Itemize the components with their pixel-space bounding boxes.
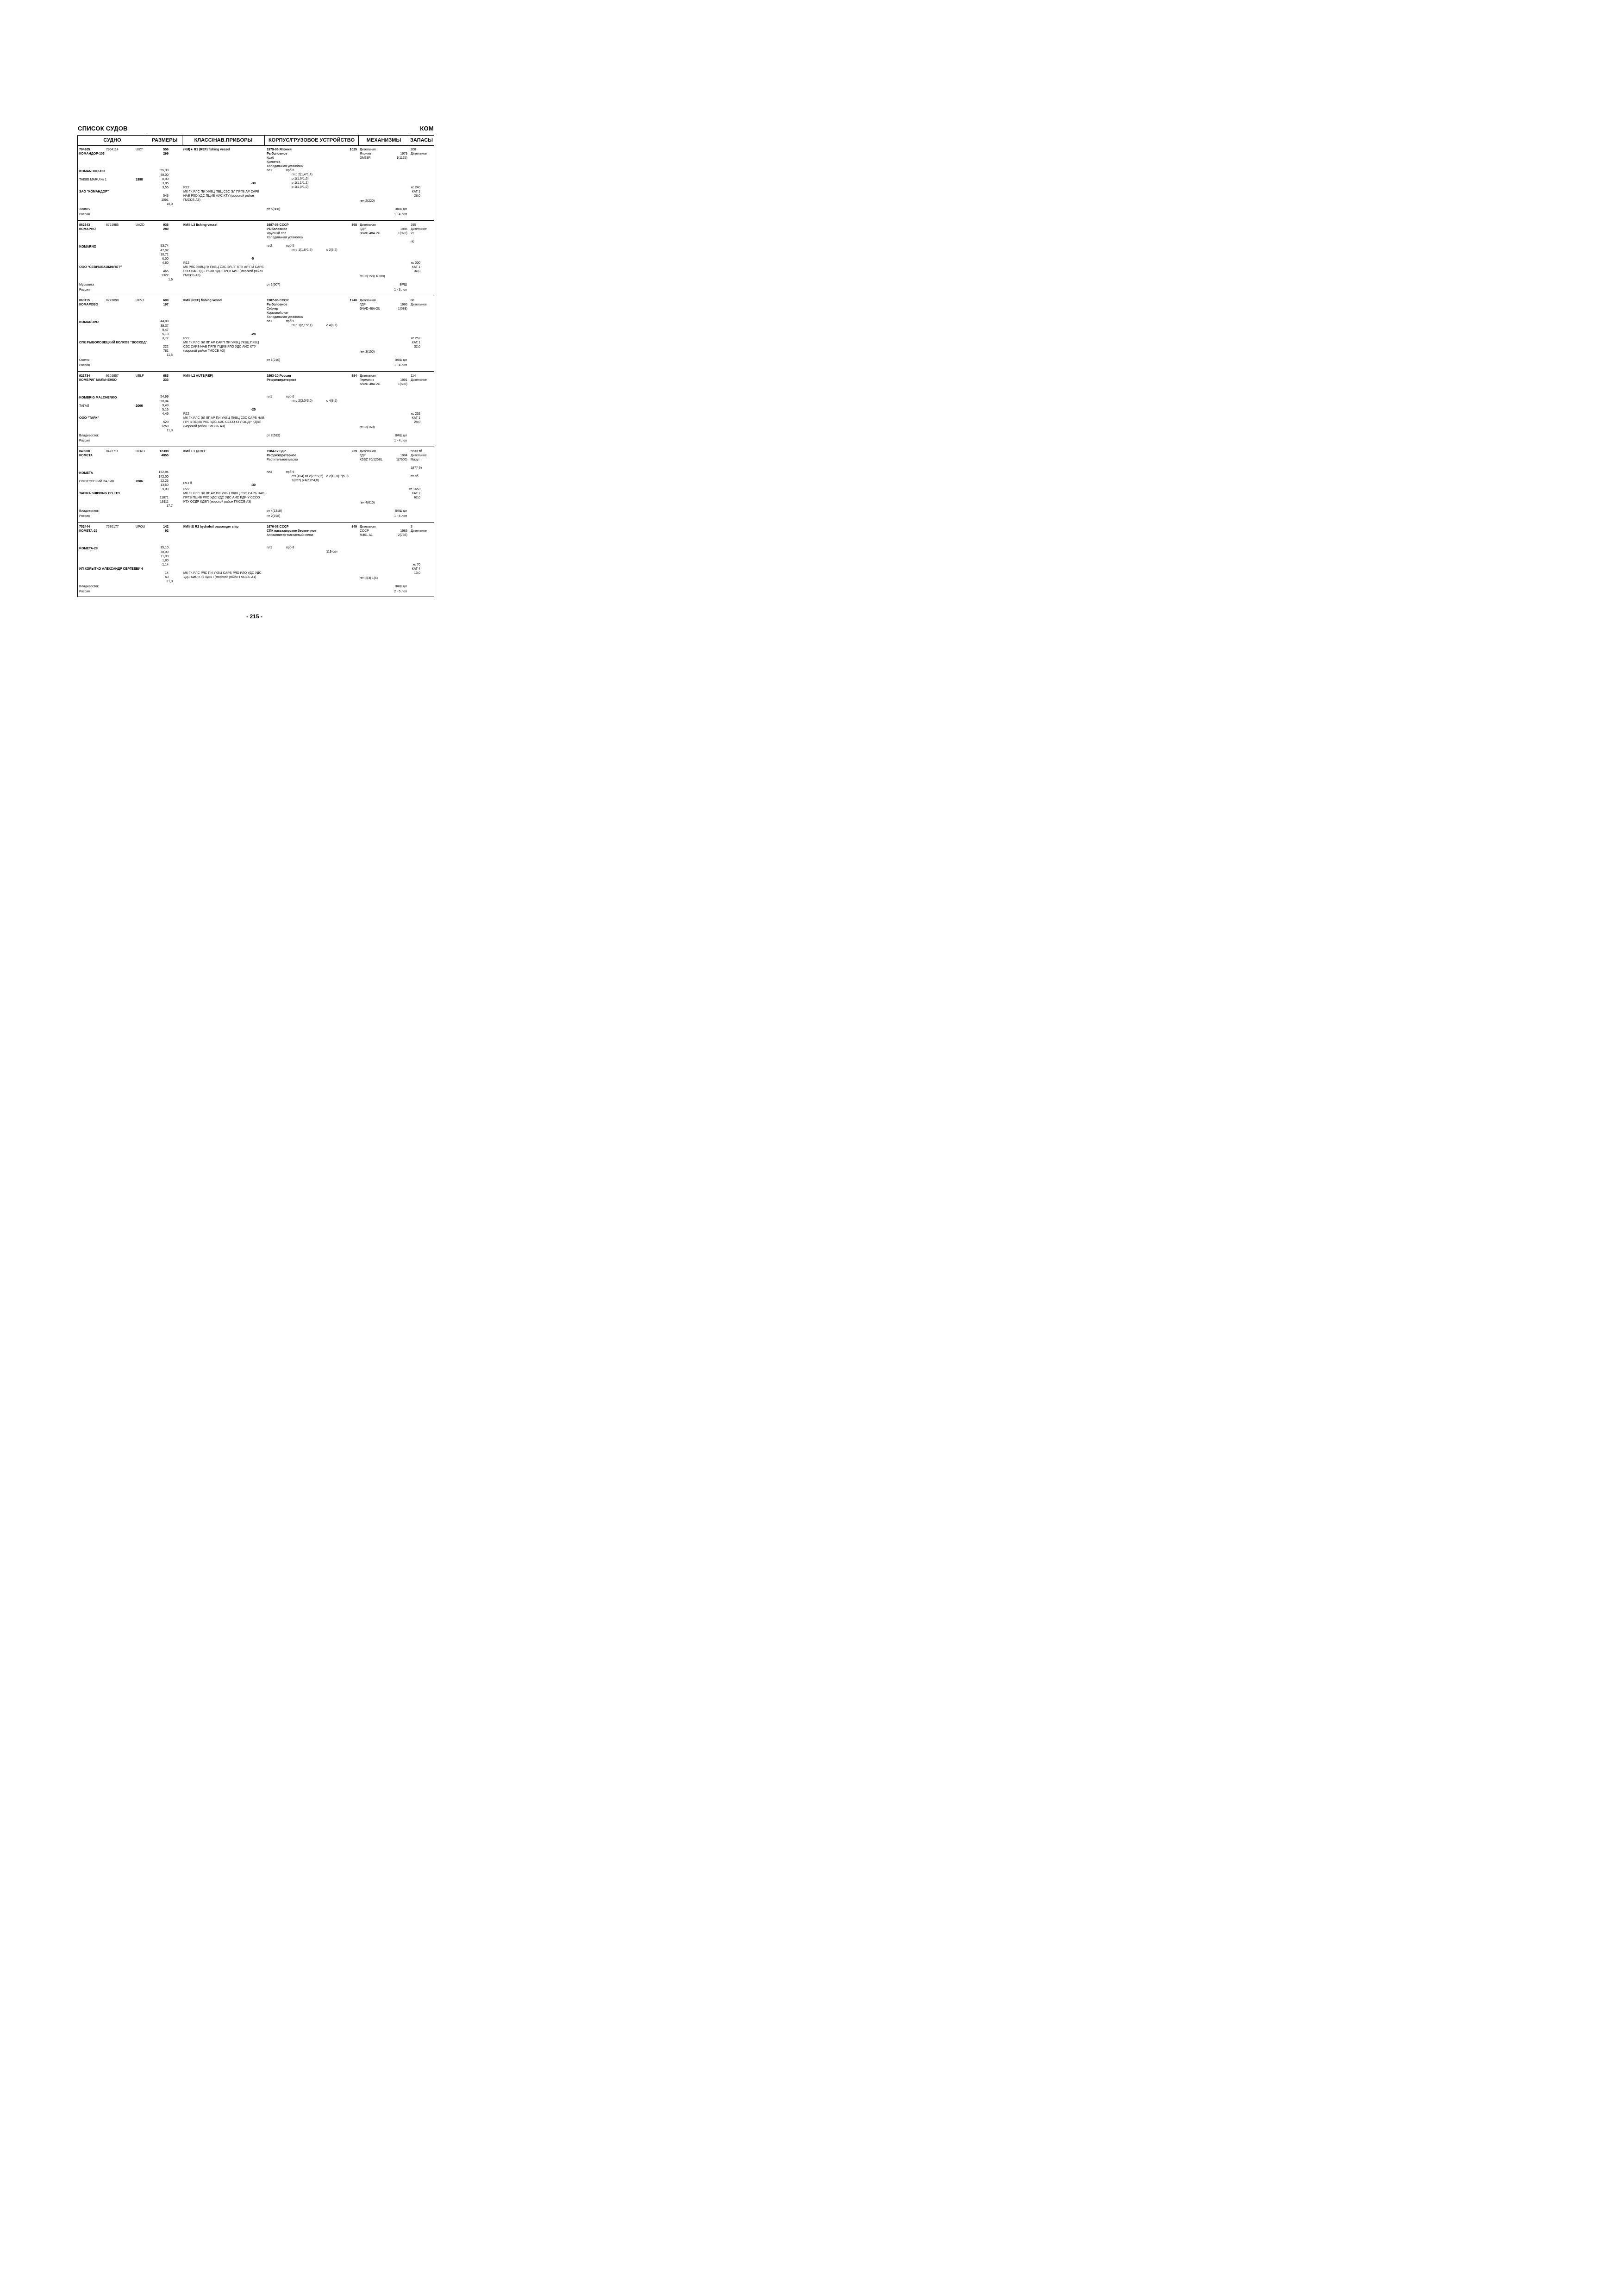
engine-power: 2(736)	[398, 534, 407, 537]
ship-owner: СПК РЫБОЛОВЕЦКИЙ КОЛХОЗ "ВОСХОД"	[79, 341, 147, 344]
net-tonnage: 92	[165, 529, 169, 533]
net-tonnage: 280	[163, 228, 169, 231]
holds: прб 9	[286, 471, 294, 474]
crew-value: 32,0	[414, 345, 420, 348]
ship-record	[78, 145, 434, 221]
crew-value: 13,0	[414, 572, 420, 575]
deadweight: 222	[163, 345, 169, 348]
build-date: 1993-10 Россия	[267, 374, 291, 378]
ship-callsign: UPQU	[136, 525, 145, 529]
engine-year: 1986	[400, 228, 407, 231]
breadth: 9,49	[162, 404, 169, 407]
crew-category: КАТ 1	[412, 341, 420, 344]
holds: прб 6	[286, 395, 294, 398]
length-overall: 54,99	[160, 395, 169, 398]
ice-temp: -25	[251, 408, 256, 411]
ship-callsign: UELF	[136, 374, 144, 378]
crew-class: хс 300	[411, 261, 420, 265]
breadth: 22,25	[160, 479, 169, 483]
crew-category: КАТ 1	[412, 190, 420, 193]
draught: 4,46	[162, 412, 169, 416]
cranes: с 2(3,2)	[326, 249, 337, 252]
tanks: рт 4(1318)	[267, 510, 282, 513]
ship-reg-number: 862343	[79, 224, 90, 227]
tanks: рт 1(607)	[267, 283, 281, 286]
fuel-type: Дизельное	[411, 379, 427, 382]
fuel-extra: пт пб	[411, 475, 418, 478]
engine-type: Дизельная	[360, 224, 376, 227]
fuel-type: Дизельное	[411, 152, 427, 156]
engine-year: 1979	[400, 152, 407, 156]
ship-owner: ИП КОРЫТКО АЛЕКСАНДР СЕРГЕЕВИЧ	[79, 567, 143, 571]
speed: 1,6	[168, 278, 173, 281]
engine-power: 1(589)	[398, 383, 407, 386]
ship-imo: 8422711	[106, 450, 119, 453]
yard-number: 229	[351, 450, 357, 453]
hatch-detail: гл р 1(1,6*1,6)	[292, 249, 313, 252]
depth: 6,00	[162, 257, 169, 261]
ship-register-table	[77, 135, 434, 597]
crew-value: 28,0	[414, 421, 420, 424]
ship-record	[78, 523, 434, 598]
draught: 9,00	[162, 488, 169, 491]
table-header	[78, 136, 434, 146]
hull-detail: Холодильная установка	[267, 236, 303, 239]
gross-tonnage: 556	[163, 148, 169, 151]
column-header-supplies: ЗАПАСЫ	[409, 136, 434, 145]
hatch-detail: ст1(494) гл 2(2,5*2,2)	[292, 475, 324, 478]
length-pp: 142,00	[158, 475, 169, 479]
ship-country: Россия	[79, 288, 90, 292]
ship-callsign: UEVJ	[136, 299, 144, 302]
generator: ген 2(220)	[360, 199, 375, 203]
fuel-extra: пб	[411, 240, 414, 243]
ship-latin-name: KOMANDOR-103	[79, 170, 106, 173]
ship-country: Россия	[79, 213, 90, 216]
ship-record	[78, 372, 434, 447]
propeller: ВФШ цл	[394, 208, 407, 211]
holds: прб 5	[286, 320, 294, 323]
engine-power: 1(970)	[398, 232, 407, 235]
holds: прб 8	[286, 546, 294, 549]
hull-detail: Кормовой лов	[267, 311, 288, 315]
ship-port: Мурманск	[79, 283, 94, 286]
engine-year: 1986	[400, 303, 407, 306]
engine-country: Германия	[360, 379, 375, 382]
navigation-equipment: МК ГК РЛС ПИ УКВЦ ПВЦ СЗС ЭЛ ПРГВ АР САРБ НАВ РЛО УДС ПЦИВ АИС КТУ (морской район ГМССБ А3)	[183, 190, 260, 202]
hatch-detail: гл р 2(3,0*3,0)	[292, 399, 313, 403]
engine-model: 6NVD 48A-2U	[360, 307, 381, 311]
net-tonnage: 299	[163, 152, 169, 156]
ship-country: Россия	[79, 439, 90, 442]
propeller-blades: 2 - 5 лоп	[394, 590, 407, 593]
deadweight: 14	[165, 572, 169, 575]
cranes: с 4(3,2)	[326, 399, 337, 403]
extra-class: REF®	[183, 482, 193, 485]
ship-owner: ЗАО "КОМАНДОР"	[79, 190, 109, 193]
ship-name: КОМЕТА-29	[79, 529, 98, 533]
engine-country: ГДР	[360, 454, 366, 457]
ship-latin-name: KOMARNO	[79, 245, 96, 249]
hull-detail: Растительное масло	[267, 458, 298, 461]
crew-class: хс 252	[411, 412, 420, 416]
engine-type: Дизельная	[360, 148, 376, 151]
yard-number: 849	[351, 525, 357, 529]
hull-detail: Ярусный лов	[267, 232, 287, 235]
navigation-equipment: МК РЛС УКВЦ ГК ПКВЦ СЗС ЭЛ ЛГ КТУ АР ПИ САРБ РЛО НАВ УДС УКВЦ УДС ПРГВ АИС (морской район ГМССБ А3)	[183, 266, 264, 277]
draught: 1,14	[162, 563, 169, 566]
gross-tonnage: 609	[163, 299, 169, 302]
tanks: рт 2(632)	[267, 434, 281, 437]
hatch-detail: 1(857) р 4(6,0*4,0)	[292, 479, 319, 482]
hull-detail: Сейнер	[267, 307, 278, 311]
ship-former-name: ОЛЮТОРСКИЙ ЗАЛИВ	[79, 480, 114, 483]
navigation-region: R22	[183, 337, 189, 340]
holds: прб 5	[286, 244, 294, 248]
tanks-secondary: нт 2(198)	[267, 515, 281, 518]
deadweight: 529	[163, 421, 169, 424]
ice-temp: -28	[251, 333, 256, 336]
fuel-extra: 1877 бт	[411, 467, 422, 470]
crew-class: хс 70	[412, 563, 420, 566]
net-tonnage: 233	[163, 379, 169, 382]
ship-reg-number: 794305	[79, 148, 90, 151]
navigation-equipment: МК ГК РЛС ЭЛ ЛГ АР ПИ УКВЦ ПКВЦ СЗС САРБ НАВ ПРГВ ПЦИВ РЛО УДС УДС УДС АИС РДР-У СССО КТУ ОСДР КДВП (морской район ГМССБ А3)	[183, 492, 265, 504]
displacement: 60	[165, 576, 169, 579]
displacement: 1322	[161, 274, 169, 277]
engine-country: ГДР	[360, 228, 366, 231]
propeller-blades: 1 - 4 лоп	[394, 515, 407, 518]
ship-former-year: 2006	[136, 480, 143, 483]
ship-imo: 7630177	[106, 525, 119, 529]
decks: пл1	[267, 395, 272, 398]
depth: 13,60	[160, 484, 169, 487]
ship-class: КМ® L1 ⊡ REF	[183, 450, 206, 453]
fuel-type: Дизельное	[411, 303, 427, 306]
engine-model: DM33R	[360, 156, 371, 160]
page-number: - 215 -	[246, 613, 262, 620]
fuel-quantity: 5533 тб	[411, 450, 422, 453]
ship-imo: 7904114	[106, 148, 119, 151]
holds: прб 6	[286, 169, 294, 172]
depth: 3,85	[162, 182, 169, 185]
crew-value: 62,0	[414, 496, 420, 499]
cranes: с 4(3,2)	[326, 324, 337, 327]
ship-reg-number: 863115	[79, 299, 90, 302]
page-header-right: КОМ	[420, 125, 434, 132]
breadth: 9,47	[162, 329, 169, 332]
column-header-hull: КОРПУС/ГРУЗОВОЕ УСТРОЙСТВО	[264, 136, 358, 145]
engine-country: Япония	[360, 152, 371, 156]
ship-class: КМ® L2 AUT1(REF)	[183, 374, 213, 378]
fuel-quantity: 208	[411, 148, 416, 151]
crew-value: 28,0	[414, 194, 420, 198]
navigation-region: R22	[183, 186, 189, 189]
ship-name: КОМАНДОР-103	[79, 152, 105, 156]
crew-class: хс 240	[411, 186, 420, 189]
engine-model: K5SZ 70/125BL	[360, 458, 383, 461]
generator: ген 3(160)	[360, 426, 375, 429]
speed: 11,3	[166, 429, 173, 432]
depth: 5,13	[162, 333, 169, 336]
displacement: 781	[163, 349, 169, 353]
ship-name: КОМБРИГ МАЛЬЧЕНКО	[79, 379, 117, 382]
ice-temp: -30	[251, 484, 256, 487]
ship-reg-number: 921734	[79, 374, 90, 378]
gross-tonnage: 936	[163, 224, 169, 227]
ship-country: Россия	[79, 364, 90, 367]
gross-tonnage: 683	[163, 374, 169, 378]
decks: пл1	[267, 169, 272, 172]
navigation-equipment: МК ГК РЛС РЛС ПИ УКВЦ САРБ РЛО РЛО УДС УДС УДС АИС КТУ КДВП (морской район ГМССБ А1)	[183, 572, 262, 579]
hull-type: Рефрижераторное	[267, 454, 297, 457]
fuel-quantity: 195	[411, 224, 416, 227]
propeller: ВФШ цл	[394, 359, 407, 362]
ship-callsign: UFRO	[136, 450, 145, 453]
fuel-quantity: 88	[411, 299, 414, 302]
decks: пл2	[267, 244, 272, 248]
hull-detail: Краб	[267, 156, 274, 160]
ship-former-year: 2006	[136, 404, 143, 408]
column-header-machinery: МЕХАНИЗМЫ	[358, 136, 409, 145]
engine-type: Дизельная	[360, 450, 376, 453]
crew-class: хс 1653	[409, 488, 420, 491]
ship-former-year: 1998	[136, 178, 143, 181]
deadweight: 11871	[160, 496, 169, 499]
hull-detail: Холодильная установка	[267, 165, 303, 168]
ship-reg-number: 840908	[79, 450, 90, 453]
fuel-type: Дизельное	[411, 529, 427, 533]
net-tonnage: 197	[163, 303, 169, 306]
depth: 5,16	[162, 408, 169, 411]
ship-record	[78, 221, 434, 296]
draught: 3,55	[162, 186, 169, 189]
ship-record	[78, 447, 434, 523]
ship-imo: 8721985	[106, 224, 119, 227]
fuel-quantity: 114	[411, 374, 416, 378]
decks: пл1	[267, 546, 272, 549]
ship-latin-name: KOMAROVO	[79, 321, 99, 324]
hatch-detail: р 1(1,6*1,6)	[292, 177, 309, 180]
cranes: 119 бкч	[326, 550, 337, 554]
ship-reg-number: 752444	[79, 525, 90, 529]
decks: пл1	[267, 320, 272, 323]
generator: ген 4(610)	[360, 501, 375, 504]
crew-category: КАТ 2	[412, 492, 420, 495]
engine-year: 1984	[400, 454, 407, 457]
ship-callsign: UAZD	[136, 224, 145, 227]
navigation-region: R12	[183, 261, 189, 265]
propeller: ВРШ	[400, 283, 407, 286]
ship-class: (КМ)★ R1 (REF) fishing vessel	[183, 148, 230, 151]
speed: 17,7	[166, 504, 173, 508]
propeller: ВФШ цл	[394, 434, 407, 437]
ship-country: Россия	[79, 590, 90, 593]
speed: 31,0	[166, 580, 173, 583]
engine-power: 1(7600)	[396, 458, 407, 461]
hatch-detail: гл р 1(2,1*2,1)	[292, 324, 313, 327]
hull-type: Рефрижераторное	[267, 379, 297, 382]
ship-callsign: UIZY	[136, 148, 143, 151]
depth: 1,80	[162, 559, 169, 562]
ship-name: КОМЕТА	[79, 454, 93, 457]
ship-record	[78, 296, 434, 372]
speed: 11,5	[166, 354, 173, 357]
length-pp: 47,92	[160, 249, 169, 252]
hatch-detail: р 1(1,0*1,0)	[292, 186, 309, 189]
ship-former-name: ТАГАЛ	[79, 404, 89, 408]
yard-number: 894	[351, 374, 357, 378]
column-header-ship: СУДНО	[103, 137, 121, 143]
fuel-extra: 22	[411, 232, 414, 235]
propeller-blades: 1 - 4 лоп	[394, 439, 407, 442]
decks: пл3	[267, 471, 272, 474]
ship-port: Охотск	[79, 359, 90, 362]
hull-type: Рыболовное	[267, 152, 287, 156]
propeller-blades: 1 - 4 лоп	[394, 364, 407, 367]
ship-name: КОМАРОВО	[79, 303, 98, 306]
draught: 4,60	[162, 261, 169, 265]
ship-class: КМ® L3 fishing vessel	[183, 224, 218, 227]
length-overall: 44,88	[160, 320, 169, 323]
tanks: рт 6(886)	[267, 208, 281, 211]
navigation-region: R22	[183, 488, 189, 491]
gross-tonnage: 12398	[159, 450, 169, 453]
length-pp: 30,00	[160, 551, 169, 554]
ship-former-name: TAISEI MARU № 1	[79, 178, 107, 181]
hull-detail: Алюминиево-магниевый сплав	[267, 534, 313, 537]
displacement: 19111	[160, 500, 169, 504]
ship-owner: ООО "СЕВРЫБКОМФЛОТ"	[79, 266, 122, 269]
column-header-dimensions: РАЗМЕРЫ	[147, 136, 182, 145]
length-pp: 48,00	[160, 174, 169, 177]
hatch-detail: гл р 2(1,4*1,4)	[292, 173, 313, 176]
crew-category: КАТ 4	[412, 567, 420, 571]
ship-name: КОМАРНО	[79, 228, 96, 231]
navigation-region: R22	[183, 412, 189, 416]
engine-year: 1983	[400, 529, 407, 533]
hull-type: Рыболовное	[267, 228, 287, 231]
tanks: рт 1(210)	[267, 359, 281, 362]
engine-type: Дизельная	[360, 374, 376, 378]
ship-imo: 9101857	[106, 374, 119, 378]
build-date: 1976-08 СССР	[267, 525, 289, 529]
engine-model: 6NVD 48A-2U	[360, 383, 381, 386]
navigation-equipment: МК ГК РЛС ЭЛ ЛГ АР САРП ПИ УКВЦ УКВЦ ПКВЦ СЗС САРБ НАВ ПРГВ ПЦИВ РЛО УДС АИС КТУ (морской район ГМССБ А3)	[183, 341, 259, 353]
deadweight: 465	[163, 270, 169, 273]
ship-latin-name: KOMETA	[79, 472, 93, 475]
engine-year: 1991	[400, 379, 407, 382]
gross-tonnage: 142	[163, 525, 169, 529]
length-overall: 55,30	[160, 169, 169, 172]
column-header-class: КЛАСС/НАВ.ПРИБОРЫ	[182, 136, 264, 145]
build-date: 1987-06 СССР	[267, 299, 289, 302]
length-overall: 152,94	[158, 471, 169, 474]
ice-temp: -30	[251, 182, 256, 185]
ship-owner: ООО "ТАРК"	[79, 417, 99, 420]
crew-category: КАТ 1	[412, 417, 420, 420]
breadth: 11,00	[161, 555, 169, 558]
breadth: 8,90	[162, 178, 169, 181]
net-tonnage: 4855	[161, 454, 169, 457]
length-overall: 35,10	[160, 546, 169, 549]
deadweight: 543	[163, 194, 169, 198]
crew-value: 34,0	[414, 270, 420, 273]
ship-class: КМ® ⊠ R2 hydrofoil passenger ship	[183, 525, 239, 529]
hull-type: Рыболовное	[267, 303, 287, 306]
propeller-blades: 1 - 4 лоп	[394, 213, 407, 216]
engine-type: Дизельная	[360, 525, 376, 529]
ship-port: Владивосток	[79, 434, 99, 437]
engine-power: 1(1125)	[396, 156, 407, 160]
engine-country: ГДР	[360, 303, 366, 306]
yard-number: 1025	[350, 148, 357, 151]
length-overall: 53,74	[160, 244, 169, 248]
engine-model: М401 А1	[360, 534, 373, 537]
fuel-type: Дизельное	[411, 454, 427, 457]
propeller-blades: 1 - 3 лоп	[394, 288, 407, 292]
engine-power: 1(588)	[398, 307, 407, 311]
fuel-extra: Мазут	[411, 458, 420, 461]
engine-model: 8NVD 48A-2U	[360, 232, 381, 235]
fuel-quantity: 3	[411, 525, 412, 529]
length-pp: 39,37	[160, 324, 169, 328]
engine-country: СССР	[360, 529, 369, 533]
build-date: 1984-12 ГДР	[267, 450, 286, 453]
ship-country: Россия	[79, 515, 90, 518]
ship-port: Владивосток	[79, 510, 99, 513]
ship-class: КМ® (REF) fishing vessel	[183, 299, 223, 302]
build-date: 1979-06 Япония	[267, 148, 292, 151]
displacement: 1091	[161, 199, 169, 202]
hull-detail: Холодильная установка	[267, 316, 303, 319]
ship-imo: 8723098	[106, 299, 119, 302]
ice-temp: -5	[251, 257, 254, 261]
yard-number: 368	[351, 224, 357, 227]
generator: ген 3(150)	[360, 350, 375, 354]
page-header-left: СПИСОК СУДОВ	[78, 125, 128, 132]
hatch-detail: р 1(1,1*1,1)	[292, 181, 309, 185]
generator: ген 2(3) 1(4)	[360, 577, 378, 580]
build-date: 1987-08 СССР	[267, 224, 289, 227]
hull-detail: Креветка	[267, 161, 281, 164]
fuel-type: Дизельное	[411, 228, 427, 231]
hull-type: СПК пассажирское бескоечное	[267, 529, 317, 533]
crew-category: КАТ 1	[412, 266, 420, 269]
propeller: ВФШ цл	[394, 510, 407, 513]
ship-port: Холмск	[79, 208, 90, 211]
speed: 10,0	[166, 203, 173, 206]
breadth: 10,71	[160, 253, 169, 256]
crew-class: хс 252	[411, 337, 420, 340]
ship-port: Владивосток	[79, 585, 99, 588]
ship-owner: TAFIRA SHIPPING CO LTD	[79, 492, 120, 495]
draught: 3,77	[162, 337, 169, 340]
ship-latin-name: KOMBRIG MALCHENKO	[79, 396, 117, 399]
ship-latin-name: KOMETA-29	[79, 547, 98, 550]
engine-type: Дизельная	[360, 299, 376, 302]
cranes: с 2(10,0) 7(5,0)	[326, 475, 349, 478]
length-pp: 50,04	[160, 400, 169, 403]
displacement: 1250	[161, 425, 169, 428]
navigation-equipment: МК ГК РЛС ЭЛ ЛГ АР ПИ УКВЦ ПКВЦ СЗС САРБ НАВ ПРГВ ПЦИВ РЛО УДС АИС СССО КТУ ОСДР КДВП (морской район ГМССБ А3)	[183, 417, 265, 428]
propeller: ВФШ цл	[394, 585, 407, 588]
generator: ген 3(150) 1(300)	[360, 275, 385, 278]
yard-number: 1248	[350, 299, 357, 302]
